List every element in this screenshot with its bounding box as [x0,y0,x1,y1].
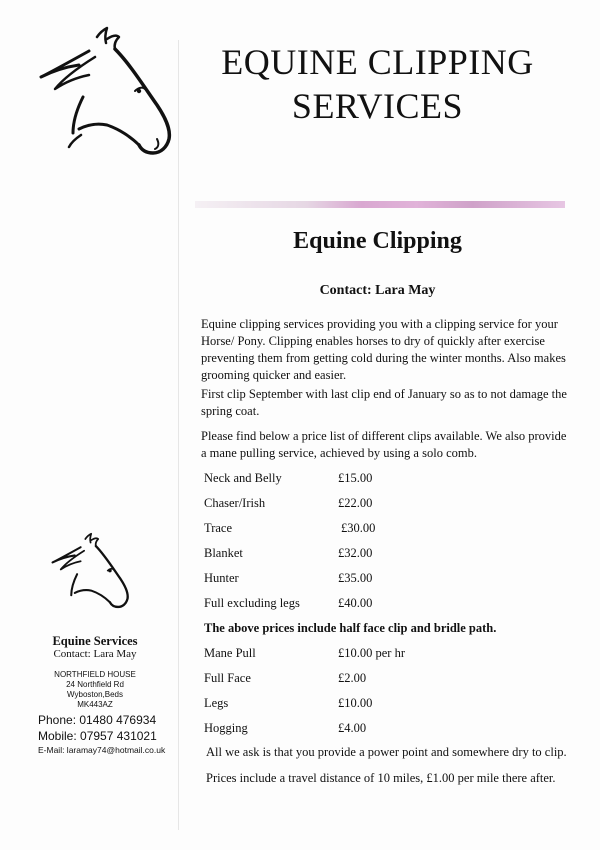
price-name: Chaser/Irish [204,496,266,510]
price-name: Neck and Belly [204,471,282,485]
price-row [204,596,564,612]
pricelist-paragraph: Please find below a price list of different clips available. We also provide a mane pulling service, achieved by using a solo comb. [201,429,567,460]
horse-head-icon [44,532,136,614]
intro-paragraph: Equine clipping services providing you with a clipping service for your Horse/ Pony. Clipping enables horses to dry of quickly after exercise preventing them from getting cold during the winter months. Also makes grooming quicker and easier. [201,317,566,382]
price-name: Blanket [204,546,243,560]
price-value: £40.00 [338,596,373,610]
sidebar-phone: Phone: 01480 476934 [38,713,157,727]
season-paragraph: First clip September with last clip end of January so as to not damage the spring coat. [201,387,567,418]
extra-name: Full Face [204,671,251,685]
sidebar-business-name: Equine Services [52,634,138,648]
price-note: The above prices include half face clip and bridle path. [204,621,497,635]
extra-name: Mane Pull [204,646,256,660]
decorative-divider [195,201,565,208]
price-value: £30.00 [341,521,376,535]
extra-value: £10.00 per hr [338,646,405,660]
sidebar-address [20,670,170,710]
section-heading: Equine Clipping [293,228,462,254]
price-row [204,546,564,562]
price-row [204,471,564,487]
sidebar-contact: Contact: Lara May [53,648,137,660]
extra-row [204,671,564,687]
price-row [204,521,564,537]
contact-line: Contact: Lara May [319,283,436,298]
price-value: £32.00 [338,546,373,560]
extra-value: £10.00 [338,696,373,710]
extra-row [204,696,564,712]
price-name: Full excluding legs [204,596,300,610]
price-name: Trace [204,521,233,535]
sidebar-mobile: Mobile: 07957 431021 [38,729,157,743]
extra-row [204,721,564,737]
price-value: £35.00 [338,571,373,585]
title-line-1: EQUINE CLIPPING [221,42,534,82]
price-value: £22.00 [338,496,373,510]
extra-value: £4.00 [338,721,367,735]
extra-value: £2.00 [338,671,367,685]
horse-head-icon [35,25,175,165]
address-line: 24 Northfield Rd [66,680,124,689]
address-line: MK443AZ [77,700,113,709]
closing-line-1: All we ask is that you provide a power point and somewhere dry to clip. [206,745,567,759]
address-line: NORTHFIELD HOUSE [54,670,136,679]
extra-name: Legs [204,696,229,710]
price-value: £15.00 [338,471,373,485]
price-row [204,571,564,587]
title-line-2: SERVICES [291,86,464,126]
extra-name: Hogging [204,721,248,735]
sidebar-email: E-Mail: laramay74@hotmail.co.uk [38,745,166,755]
price-row [204,496,564,512]
address-line: Wyboston,Beds [67,690,123,699]
price-name: Hunter [204,571,239,585]
page-title [190,40,565,128]
closing-line-2: Prices include a travel distance of 10 miles, £1.00 per mile there after. [206,771,556,785]
extra-row [204,646,564,662]
